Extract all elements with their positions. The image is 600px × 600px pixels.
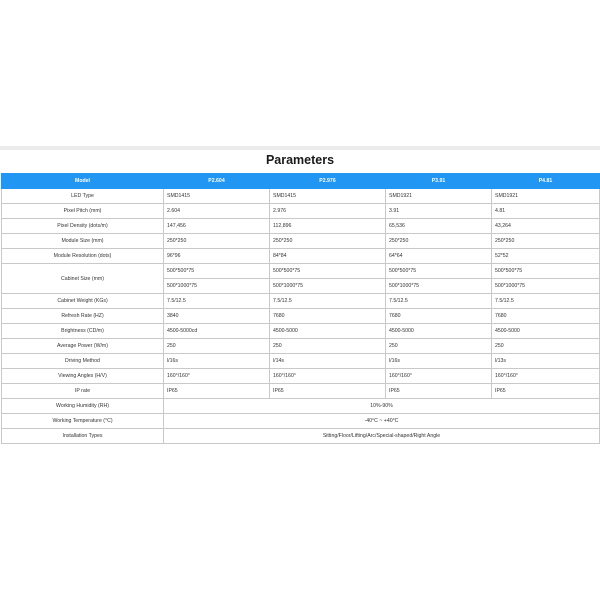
cell-value: l/14s <box>270 354 386 369</box>
cell-value: 112,896 <box>270 219 386 234</box>
table-row <box>2 414 600 429</box>
table-row <box>2 249 600 264</box>
cell-value: 4.81 <box>492 204 600 219</box>
parameters-table <box>1 173 600 444</box>
cell-value: 160°/160° <box>492 369 600 384</box>
cell-value: 7680 <box>492 309 600 324</box>
cell-value: 250 <box>164 339 270 354</box>
table-row <box>2 189 600 204</box>
cell-value: 10%-90% <box>164 399 600 414</box>
cell-value: 500*500*75 <box>492 264 600 279</box>
cell-value: IP65 <box>386 384 492 399</box>
cell-value: 147,456 <box>164 219 270 234</box>
cell-value: 64*64 <box>386 249 492 264</box>
cell-value: 500*500*75 <box>164 264 270 279</box>
table-row <box>2 309 600 324</box>
cell-value: 250 <box>386 339 492 354</box>
row-label: Module Resolution (dots) <box>2 249 164 264</box>
row-label: Viewing Angles (H/V) <box>2 369 164 384</box>
cell-value: 250 <box>492 339 600 354</box>
cell-value: 43,264 <box>492 219 600 234</box>
cell-value: IP65 <box>270 384 386 399</box>
cell-value: 250*250 <box>270 234 386 249</box>
table-row <box>2 354 600 369</box>
table-row <box>2 339 600 354</box>
cell-value: 4500-5000 <box>270 324 386 339</box>
header-model: Model <box>2 174 164 189</box>
table-row <box>2 204 600 219</box>
cell-value: l/13s <box>492 354 600 369</box>
cell-value: 7680 <box>270 309 386 324</box>
row-label: Driving Method <box>2 354 164 369</box>
row-label: Average Power (W/m) <box>2 339 164 354</box>
table-row <box>2 384 600 399</box>
row-label: Pixel Density (dots/m) <box>2 219 164 234</box>
row-label: LED Type <box>2 189 164 204</box>
table-row <box>2 294 600 309</box>
cell-value: 52*52 <box>492 249 600 264</box>
row-label: Installation Types <box>2 429 164 444</box>
header-p481: P4.81 <box>492 174 600 189</box>
table-row <box>2 264 600 279</box>
row-label: Working Humidity (RH) <box>2 399 164 414</box>
cell-value: 250*250 <box>492 234 600 249</box>
cell-value: 500*1000*75 <box>492 279 600 294</box>
cell-value: SMD1921 <box>492 189 600 204</box>
cell-value: SMD1415 <box>164 189 270 204</box>
cell-value: 2.976 <box>270 204 386 219</box>
table-header-row <box>2 174 600 189</box>
row-label: Cabinet Weight (KGs) <box>2 294 164 309</box>
cell-value: 96*96 <box>164 249 270 264</box>
row-label: Pixel Pitch (mm) <box>2 204 164 219</box>
row-label: Refresh Rate (HZ) <box>2 309 164 324</box>
cell-value: 160°/160° <box>164 369 270 384</box>
cell-value: 250*250 <box>386 234 492 249</box>
cell-value: 160°/160° <box>386 369 492 384</box>
cell-value: 7680 <box>386 309 492 324</box>
cell-value: 500*500*75 <box>270 264 386 279</box>
row-label: IP rate <box>2 384 164 399</box>
cell-value: IP65 <box>164 384 270 399</box>
cell-value: 500*1000*75 <box>164 279 270 294</box>
cell-value: 4500-5000 <box>386 324 492 339</box>
cell-value: 7.5/12.5 <box>270 294 386 309</box>
cell-value: 7.5/12.5 <box>386 294 492 309</box>
cell-value: 160°/160° <box>270 369 386 384</box>
cell-value: 3840 <box>164 309 270 324</box>
table-row <box>2 429 600 444</box>
cell-value: -40°C ~ +40°C <box>164 414 600 429</box>
cell-value: 7.5/12.5 <box>492 294 600 309</box>
cell-value: 2.604 <box>164 204 270 219</box>
row-label: Working Temperature (°C) <box>2 414 164 429</box>
cell-value: 500*1000*75 <box>386 279 492 294</box>
cell-value: 250*250 <box>164 234 270 249</box>
cell-value: 84*84 <box>270 249 386 264</box>
cell-value: SMD1921 <box>386 189 492 204</box>
cell-value: 7.5/12.5 <box>164 294 270 309</box>
cell-value: l/16s <box>164 354 270 369</box>
header-p2604: P2.604 <box>164 174 270 189</box>
row-label: Module Size (mm) <box>2 234 164 249</box>
cell-value: 4500-5000 <box>492 324 600 339</box>
cell-value: SMD1415 <box>270 189 386 204</box>
cell-value: IP65 <box>492 384 600 399</box>
header-p391: P3.91 <box>386 174 492 189</box>
cell-value: l/16s <box>386 354 492 369</box>
cell-value: 3.91 <box>386 204 492 219</box>
cell-value: 250 <box>270 339 386 354</box>
table-row <box>2 219 600 234</box>
header-p2976: P2.976 <box>270 174 386 189</box>
table-row <box>2 234 600 249</box>
table-row <box>2 369 600 384</box>
table-row <box>2 324 600 339</box>
cell-value: 65,536 <box>386 219 492 234</box>
cell-value: 500*500*75 <box>386 264 492 279</box>
cell-value: Sitting/Floor/Lifting/Arc/Special-shaped/Right Angle <box>164 429 600 444</box>
cell-value: 4500-5000cd <box>164 324 270 339</box>
row-label: Brightness (CD/m) <box>2 324 164 339</box>
table-row <box>2 399 600 414</box>
cell-value: 500*1000*75 <box>270 279 386 294</box>
row-label: Cabinet Size (mm) <box>2 264 164 294</box>
page-title: Parameters <box>265 153 335 167</box>
